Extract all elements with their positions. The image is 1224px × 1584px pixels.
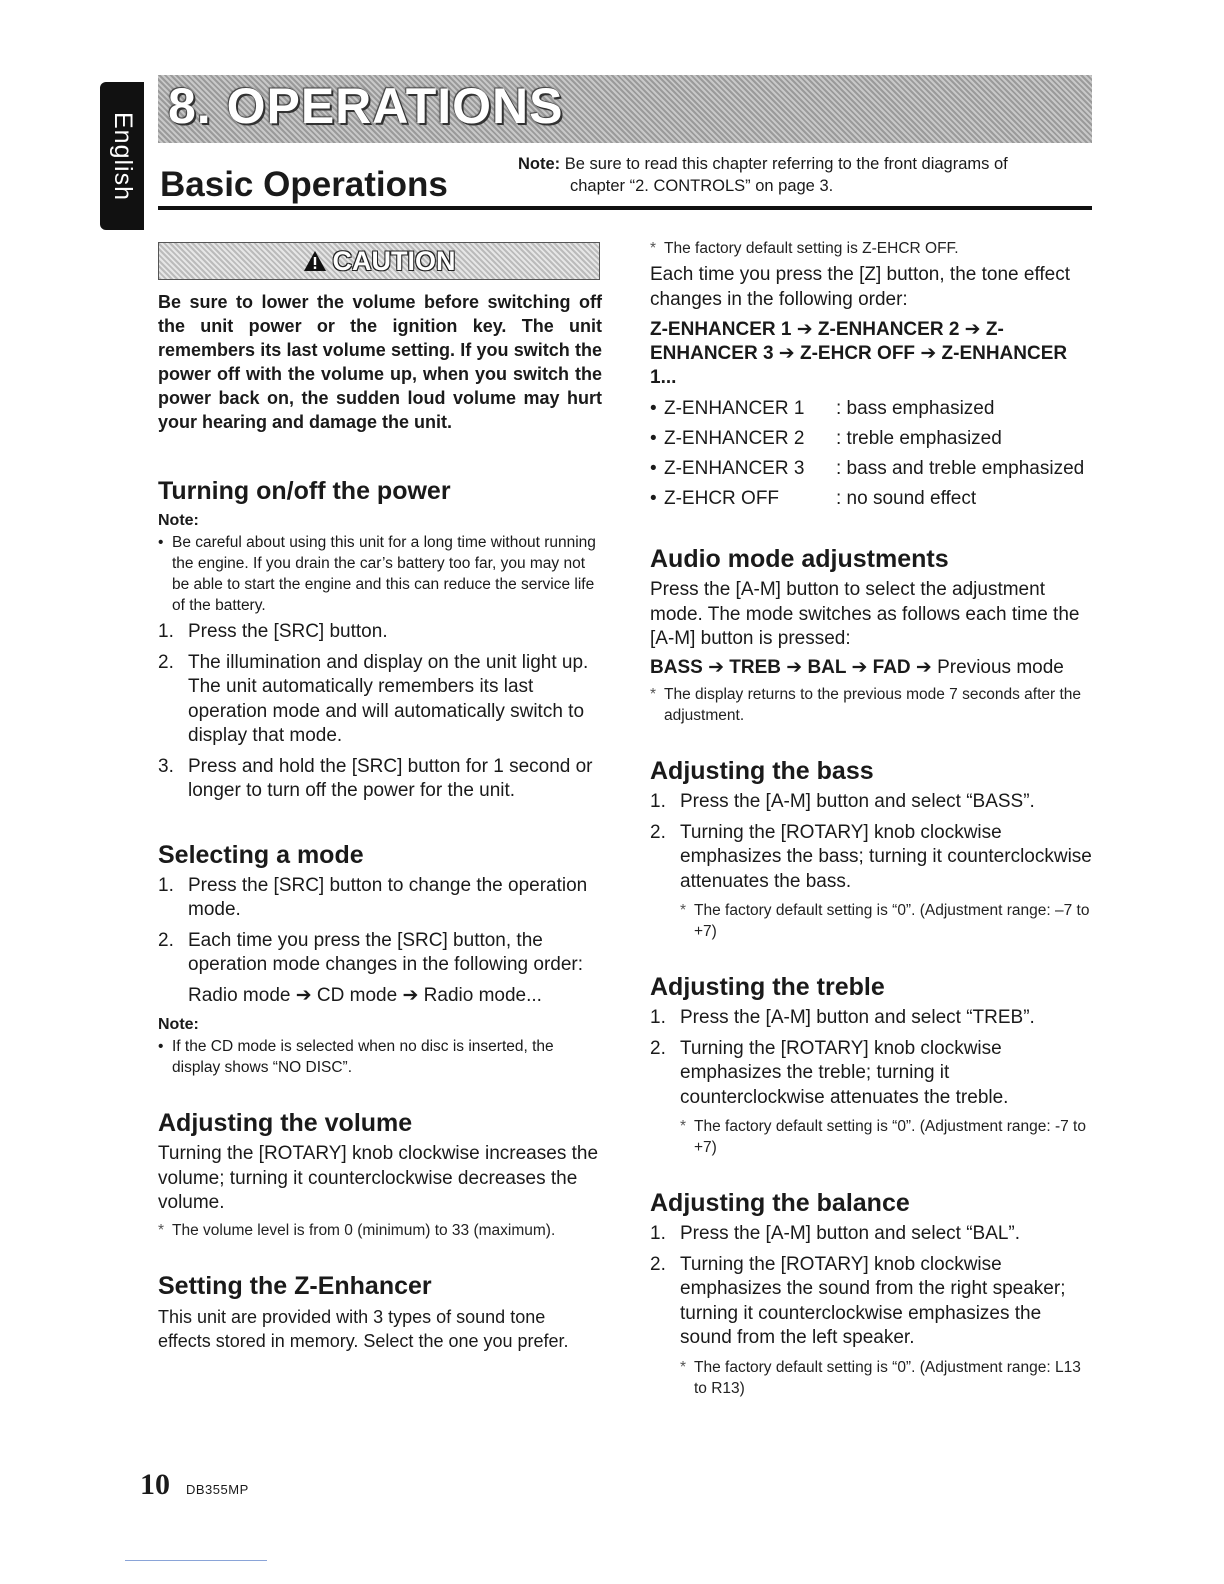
language-tab-label: English	[108, 111, 137, 201]
section-audio-mode	[650, 544, 1094, 726]
step-text: Turning the [ROTARY] knob clockwise emphasizes the treble; turning it counterclockwise attenuates the treble.	[680, 1037, 1009, 1108]
step-number: 1.	[650, 1007, 666, 1028]
zenhancer-default-note: * The factory default setting is Z-EHCR OFF.	[650, 238, 1094, 259]
balance-heading: Adjusting the balance	[650, 1189, 910, 1217]
option-name: • Z-ENHANCER 3	[650, 454, 836, 484]
step-number: 1.	[158, 621, 174, 642]
balance-asterisk-note: * The factory default setting is “0”. (Adjustment range: L13 to R13)	[680, 1357, 1094, 1399]
step-text: The illumination and display on the unit light up. The unit automatically remembers its last operation mode and will automatically switch to display that mode.	[188, 651, 589, 746]
audio-mode-sequence-tail: Previous mode	[931, 656, 1064, 678]
table-row	[650, 394, 1094, 424]
step-number: 1.	[650, 1223, 666, 1244]
step-text: Each time you press the [SRC] button, the operation mode changes in the following order:	[188, 929, 584, 975]
mode-note-list	[158, 1036, 602, 1078]
step-text: Press the [A-M] button and select “TREB”.	[680, 1007, 1035, 1028]
step-number: 2.	[650, 1253, 666, 1275]
page-title: Basic Operations	[160, 165, 448, 204]
zenhancer-text: This unit are provided with 3 types of sound tone effects stored in memory. Select the one you prefer.	[158, 1306, 569, 1351]
bass-asterisk-note: * The factory default setting is “0”. (Adjustment range: –7 to +7)	[680, 900, 1094, 942]
step-number: 2.	[158, 651, 174, 673]
mode-note-label: Note:	[158, 1016, 199, 1033]
section-bass	[650, 756, 1094, 942]
list-item	[158, 929, 602, 978]
table-row	[650, 484, 1094, 514]
list-item	[650, 1037, 1094, 1111]
zenhancer-options	[650, 394, 1094, 514]
mode-note-bullet: • If the CD mode is selected when no disc is inserted, the display shows “NO DISC”.	[158, 1036, 602, 1078]
list-item	[158, 755, 602, 804]
mode-heading: Selecting a mode	[158, 840, 364, 869]
table-row	[650, 454, 1094, 484]
step-number: 2.	[650, 1037, 666, 1059]
section-volume	[158, 1108, 602, 1241]
list-item	[650, 790, 1094, 815]
table-row	[650, 424, 1094, 454]
step-number: 1.	[650, 791, 666, 812]
option-desc: : bass and treble emphasized	[836, 458, 1085, 479]
volume-text: Turning the [ROTARY] knob clockwise increases the volume; turning it counterclockwise decreases the volume.	[158, 1143, 599, 1213]
zenhancer-press-text: Each time you press the [Z] button, the tone effect changes in the following order:	[650, 264, 1071, 310]
zenhancer-heading: Setting the Z-Enhancer	[158, 1271, 432, 1300]
bass-heading: Adjusting the bass	[650, 757, 874, 785]
step-number: 1.	[158, 874, 174, 896]
step-text: Turning the [ROTARY] knob clockwise emphasizes the sound from the right speaker; turning it counterclockwise emphasizes the sound from the left speaker.	[680, 1253, 1066, 1348]
option-name: • Z-EHCR OFF	[650, 484, 836, 514]
volume-asterisk-note: * The volume level is from 0 (minimum) to 33 (maximum).	[158, 1220, 602, 1241]
step-text: Turning the [ROTARY] knob clockwise emphasizes the bass; turning it counterclockwise attenuates the bass.	[680, 821, 1092, 892]
step-text: Press the [SRC] button to change the operation mode.	[188, 874, 588, 920]
power-steps	[158, 620, 602, 804]
header-note-line1: Be sure to read this chapter referring to the front diagrams of	[564, 155, 1008, 173]
list-item	[650, 1222, 1094, 1247]
volume-heading: Adjusting the volume	[158, 1109, 413, 1137]
page-footer	[140, 1468, 249, 1502]
warning-triangle-icon	[303, 250, 327, 272]
left-column	[158, 238, 602, 1354]
step-text: Press the [A-M] button and select “BAL”.	[680, 1223, 1021, 1244]
step-number: 2.	[158, 929, 174, 951]
header-note	[518, 153, 1098, 197]
option-desc: : bass emphasized	[836, 398, 995, 419]
option-name: • Z-ENHANCER 2	[650, 424, 836, 454]
list-item	[650, 821, 1094, 895]
audio-mode-heading: Audio mode adjustments	[650, 545, 949, 573]
step-number: 3.	[158, 755, 174, 777]
footer-rule	[125, 1560, 267, 1561]
caution-label: CAUTION	[332, 245, 456, 276]
list-item	[650, 1006, 1094, 1031]
header-note-label: Note:	[518, 155, 561, 173]
treble-steps	[650, 1006, 1094, 1110]
step-number: 2.	[650, 821, 666, 843]
section-zenhancer	[158, 1271, 602, 1354]
option-desc: : no sound effect	[836, 488, 977, 509]
audio-mode-sequence-steps: BASS ➔ TREB ➔ BAL ➔ FAD ➔	[650, 656, 932, 678]
option-desc: : treble emphasized	[836, 428, 1002, 449]
chapter-banner	[158, 75, 1092, 143]
audio-mode-sequence	[650, 656, 1094, 681]
power-note-bullet: • Be careful about using this unit for a long time without running the engine. If you drain the car’s battery too far, you may not be able to start the engine and this can reduce the service life of the battery.	[158, 532, 602, 616]
mode-steps	[158, 874, 602, 978]
treble-heading: Adjusting the treble	[650, 973, 885, 1001]
option-name: • Z-ENHANCER 1	[650, 394, 836, 424]
page-number: 10	[140, 1468, 170, 1501]
audio-mode-asterisk-note: * The display returns to the previous mode 7 seconds after the adjustment.	[650, 684, 1094, 726]
list-item	[650, 1253, 1094, 1351]
mode-sequence: Radio mode ➔ CD mode ➔ Radio mode...	[188, 984, 542, 1006]
power-heading: Turning on/off the power	[158, 477, 451, 505]
right-column	[650, 238, 1094, 1399]
header-note-line2: chapter “2. CONTROLS” on page 3.	[570, 177, 834, 195]
caution-text: Be sure to lower the volume before switching off the unit power or the ignition key. The unit remembers its last volume setting. If you switch the power off with the volume up, when you switch the power back on, the sudden loud volume may hurt your hearing and damage the unit.	[158, 292, 602, 432]
list-item	[158, 620, 602, 645]
chapter-title: 8. OPERATIONS	[168, 78, 564, 134]
audio-mode-text: Press the [A-M] button to select the adjustment mode. The mode switches as follows each time the [A-M] button is pressed:	[650, 579, 1080, 649]
header-rule	[158, 206, 1092, 210]
section-balance	[650, 1188, 1094, 1399]
list-item	[158, 874, 602, 923]
language-tab	[100, 82, 144, 230]
treble-asterisk-note: * The factory default setting is “0”. (Adjustment range: -7 to +7)	[680, 1116, 1094, 1158]
bass-steps	[650, 790, 1094, 894]
list-item	[158, 651, 602, 749]
step-text: Press the [A-M] button and select “BASS”.	[680, 791, 1035, 812]
section-treble	[650, 972, 1094, 1158]
zenhancer-sequence: Z-ENHANCER 1 ➔ Z-ENHANCER 2 ➔ Z-ENHANCER 3 ➔ Z-EHCR OFF ➔ Z-ENHANCER 1...	[650, 319, 1068, 388]
model-number: DB355MP	[186, 1482, 249, 1497]
section-power	[158, 476, 602, 804]
section-mode	[158, 840, 602, 1079]
caution-box	[158, 242, 600, 280]
power-note-list	[158, 532, 602, 616]
balance-steps	[650, 1222, 1094, 1351]
step-text: Press and hold the [SRC] button for 1 second or longer to turn off the power for the unit.	[188, 755, 593, 801]
step-text: Press the [SRC] button.	[188, 621, 388, 642]
power-note-label: Note:	[158, 512, 199, 529]
